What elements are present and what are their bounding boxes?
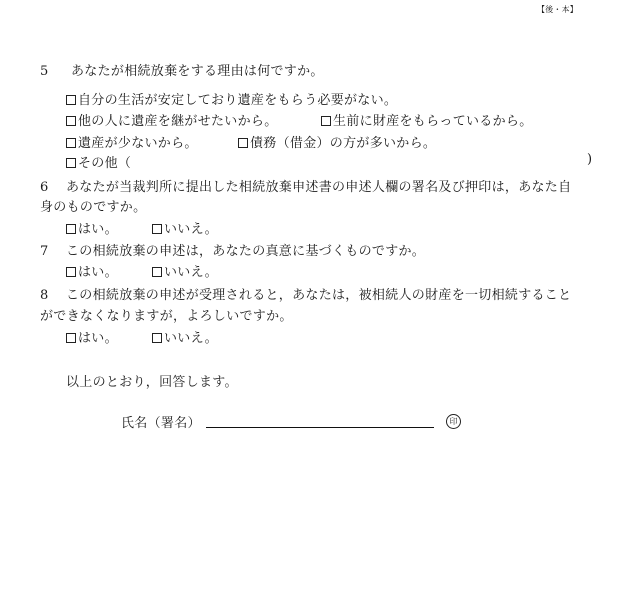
question-5 xyxy=(40,60,324,79)
other-close-paren: ) xyxy=(587,152,593,167)
option-label: 他の人に遺産を継がせたいから。 xyxy=(78,114,278,129)
option-label: いいえ。 xyxy=(164,222,218,237)
checkbox[interactable] xyxy=(66,333,76,343)
document-code-tag: 【後・本】 xyxy=(537,5,578,14)
option-label: はい。 xyxy=(78,331,118,346)
q8-no-option[interactable] xyxy=(152,327,218,346)
question-7-text: この相続放棄の申述は，あなたの真意に基づくものですか。 xyxy=(66,244,426,259)
question-8 xyxy=(40,284,571,303)
q5-option-more-debt[interactable] xyxy=(238,132,436,151)
q7-yes-option[interactable] xyxy=(66,261,118,280)
signature-label: 氏名（署名） xyxy=(121,416,201,431)
checkbox[interactable] xyxy=(66,95,76,105)
question-8-number: 8 xyxy=(40,288,49,303)
checkbox[interactable] xyxy=(152,267,162,277)
closing-statement: 以上のとおり，回答します。 xyxy=(66,375,238,390)
q5-option-give-others[interactable] xyxy=(66,110,278,129)
q7-no-option[interactable] xyxy=(152,261,218,280)
checkbox[interactable] xyxy=(66,116,76,126)
option-label: 債務（借金）の方が多いから。 xyxy=(250,136,437,151)
question-8-line1: この相続放棄の申述が受理されると，あなたは，被相続人の財産を一切相続すること xyxy=(66,288,572,303)
checkbox[interactable] xyxy=(152,333,162,343)
question-7 xyxy=(40,240,425,259)
option-label: いいえ。 xyxy=(164,265,218,280)
q5-option-received-before[interactable] xyxy=(321,110,533,129)
question-6-line2: 身のものですか。 xyxy=(40,200,147,215)
question-7-number: 7 xyxy=(40,244,49,259)
seal-mark: 印 xyxy=(446,414,461,429)
q5-option-no-need[interactable] xyxy=(66,89,397,108)
q5-option-other[interactable] xyxy=(66,152,131,171)
question-6 xyxy=(40,176,571,195)
option-label: いいえ。 xyxy=(164,331,218,346)
option-label: 遺産が少ないから。 xyxy=(78,136,198,151)
q6-no-option[interactable] xyxy=(152,218,218,237)
q5-option-small-estate[interactable] xyxy=(66,132,198,151)
checkbox[interactable] xyxy=(66,158,76,168)
option-label: その他（ xyxy=(78,156,132,171)
option-label: 自分の生活が安定しており遺産をもらう必要がない。 xyxy=(78,93,398,108)
option-label: はい。 xyxy=(78,265,118,280)
checkbox[interactable] xyxy=(238,138,248,148)
option-label: 生前に財産をもらっているから。 xyxy=(333,114,533,129)
question-6-line1: あなたが当裁判所に提出した相続放棄申述書の申述人欄の署名及び押印は，あなた自 xyxy=(66,180,572,195)
question-8-line2: ができなくなりますが，よろしいですか。 xyxy=(40,309,293,324)
question-6-number: 6 xyxy=(40,180,49,195)
question-5-number: 5 xyxy=(40,64,49,79)
checkbox[interactable] xyxy=(66,224,76,234)
question-5-text: あなたが相続放棄をする理由は何ですか。 xyxy=(71,64,324,79)
option-label: はい。 xyxy=(78,222,118,237)
checkbox[interactable] xyxy=(152,224,162,234)
checkbox[interactable] xyxy=(66,138,76,148)
checkbox[interactable] xyxy=(321,116,331,126)
q8-yes-option[interactable] xyxy=(66,327,118,346)
signature-line-field[interactable] xyxy=(206,427,434,428)
q6-yes-option[interactable] xyxy=(66,218,118,237)
checkbox[interactable] xyxy=(66,267,76,277)
